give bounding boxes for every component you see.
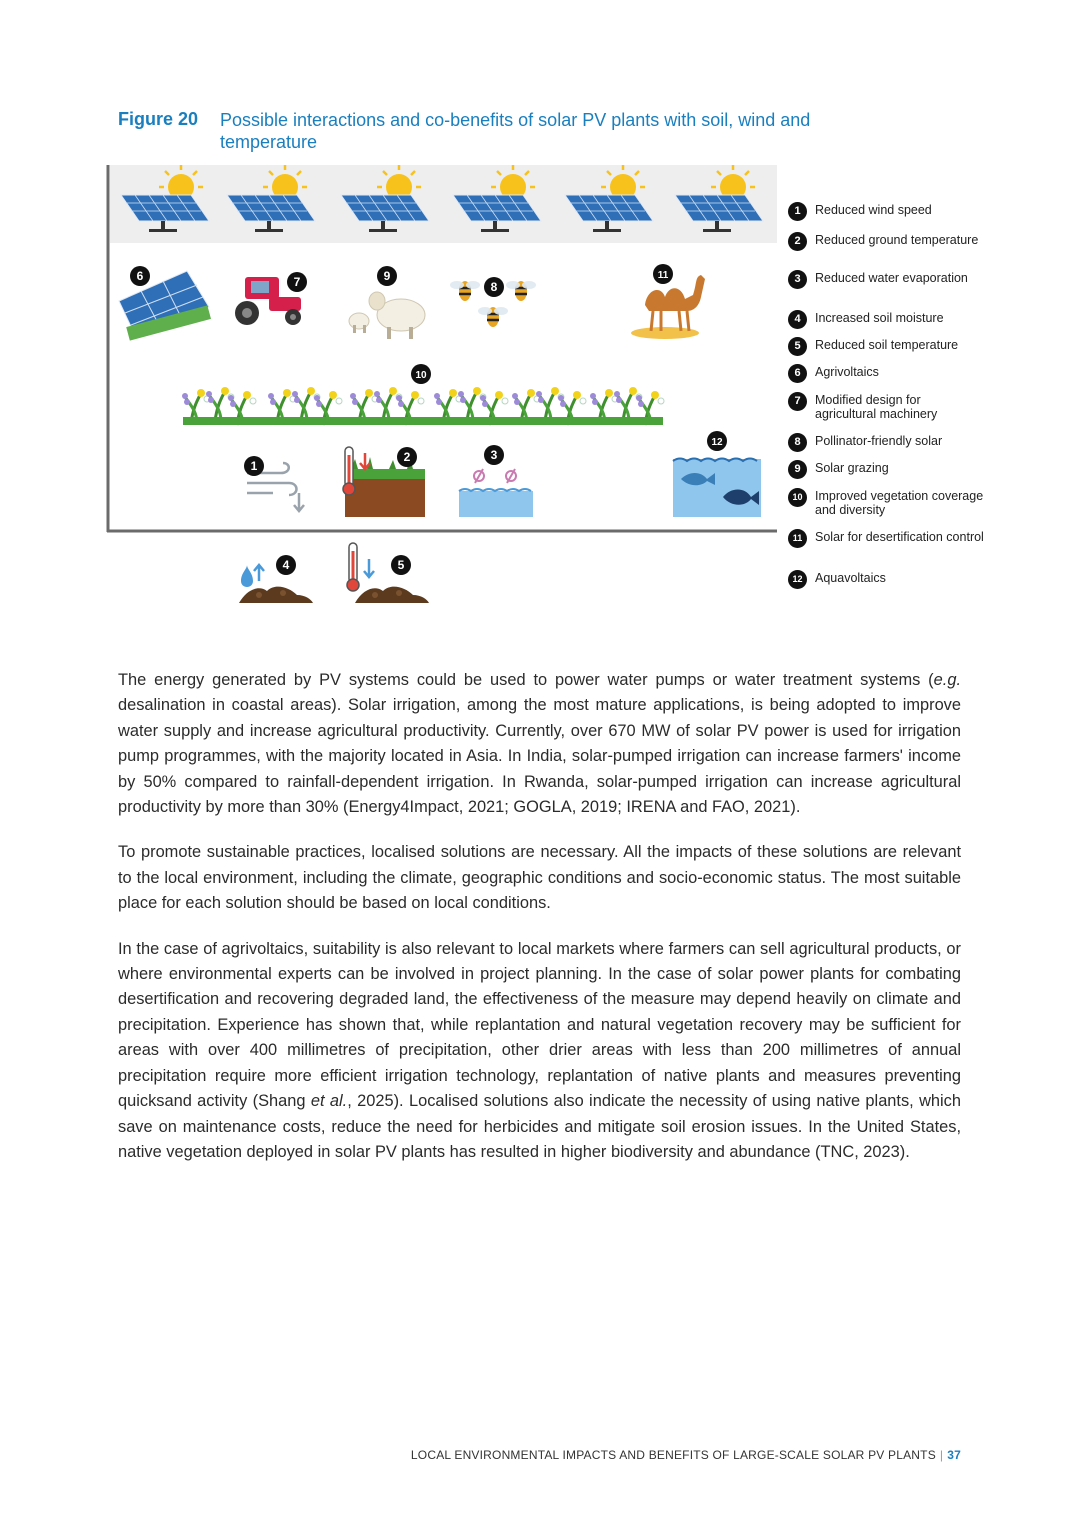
vegetation-row (182, 387, 664, 425)
legend-number: 11 (788, 529, 807, 548)
marker-6 (130, 266, 150, 286)
legend-text: Pollinator-friendly solar (815, 434, 943, 448)
legend-number: 3 (788, 270, 807, 289)
legend-number: 9 (788, 460, 807, 479)
running-title: LOCAL ENVIRONMENTAL IMPACTS AND BENEFITS OF LARGE-SCALE SOLAR PV PLANTS (410, 1448, 936, 1462)
legend-number: 12 (788, 570, 807, 589)
legend-number: 5 (788, 337, 807, 356)
sky-band (110, 165, 777, 243)
svg-text:2: 2 (403, 450, 411, 464)
sheep-icon (349, 292, 425, 339)
legend-number: 8 (788, 433, 807, 452)
page-footer (411, 1448, 961, 1462)
footer-separator: | (939, 1448, 944, 1462)
svg-text:1: 1 (250, 459, 258, 473)
svg-text:8: 8 (490, 280, 498, 294)
legend-number: 7 (788, 392, 807, 411)
marker-8 (484, 277, 504, 297)
svg-text:11: 11 (657, 270, 669, 281)
paragraph-1-eg: e.g. (933, 671, 961, 689)
marker-11 (653, 264, 673, 284)
legend-number: 1 (788, 202, 807, 221)
marker-10 (411, 364, 431, 384)
marker-7 (287, 272, 307, 292)
paragraph-1-part-a: The energy generated by PV systems could be used to power water pumps or water treatment systems ( (118, 671, 934, 689)
legend-text: Solar for desertification control (815, 530, 984, 544)
legend-text: Solar grazing (815, 461, 889, 475)
svg-text:4: 4 (282, 558, 290, 572)
body-text (118, 668, 961, 1185)
page-number: 37 (947, 1448, 961, 1462)
paragraph-1-part-b: desalination in coastal areas). Solar irrigation, among the most mature applications, is being adopted to improve water supply and increase agricultural productivity. Currently, over 670 MW of solar PV power is used for irrigation pump programmes, with the majority located in Asia. In India, solar-pumped irrigation can increase farmers' income by 50% compared to rainfall-dependent irrigation. In Rwanda, solar-pumped irrigation can increase agricultural productivity by more than 30% (Energy4Impact, 2021; GOGLA, 2019; IRENA and FAO, 2021). (118, 696, 961, 817)
figure-label: Figure 20 (118, 109, 199, 129)
camel-icon (631, 275, 705, 339)
paragraph-3-part-b: , 2025). Localised solutions also indicate the necessity of using native plants, which save on maintenance costs, reduce the need for herbicides and mitigate soil erosion issues. In the United States, native vegetation deployed in solar PV plants has resulted in higher biodiversity and abundance (TNC, 2023). (118, 1092, 961, 1161)
marker-12 (707, 431, 727, 451)
aquavoltaics-icon (673, 459, 761, 518)
water-evaporation-icon (459, 469, 533, 517)
legend-number: 4 (788, 310, 807, 329)
svg-text:6: 6 (136, 269, 144, 283)
svg-text:12: 12 (711, 437, 723, 448)
legend-text: Reduced soil temperature (815, 338, 959, 352)
marker-4 (276, 555, 296, 575)
legend-text: Modified design for agricultural machinery (815, 393, 938, 421)
paragraph-2: To promote sustainable practices, localised solutions are necessary. All the impacts of these solutions are relevant to the local environment, including the climate, geographic conditions and socio-economic status. The most suitable place for each solution should be based on local conditions. (118, 843, 961, 913)
paragraph-1 (118, 668, 961, 820)
soil-temperature-icon (347, 543, 429, 603)
svg-text:10: 10 (415, 370, 427, 381)
figure-illustration (105, 165, 777, 625)
paragraph-3 (118, 937, 961, 1166)
paragraph-3-part-a: In the case of agrivoltaics, suitability is also relevant to local markets where farmers can sell agricultural products, or where environmental experts can be involved in project planning. In the case of solar power plants for combating desertification and recovering degraded land, the effectiveness of the measure may depend heavily on climate and precipitation. Experience has shown that, while replantation and natural vegetation recovery may be sufficient for areas with over 400 millimetres of precipitation, other drier areas with less than 200 millimetres of annual precipitation require more efficient irrigation technology, replantation of native plants and measures preventing quicksand activity (Shang (118, 939, 961, 1111)
svg-text:5: 5 (397, 558, 405, 572)
legend-text: Increased soil moisture (815, 311, 944, 325)
legend-number: 6 (788, 364, 807, 383)
svg-text:7: 7 (293, 275, 301, 289)
legend-text: Aquavoltaics (815, 571, 886, 585)
legend-text: Reduced water evaporation (815, 271, 968, 285)
legend-text: Reduced ground temperature (815, 233, 979, 247)
legend-text: Improved vegetation coverage and diversity (815, 489, 984, 517)
paragraph-3-etal: et al. (310, 1092, 348, 1111)
soil-moisture-icon (239, 565, 313, 603)
svg-text:3: 3 (490, 448, 498, 462)
legend-number: 10 (788, 488, 807, 507)
marker-2 (397, 447, 417, 467)
marker-1 (244, 456, 264, 476)
marker-5 (391, 555, 411, 575)
legend-text: Agrivoltaics (815, 365, 879, 379)
legend-number: 2 (788, 232, 807, 251)
marker-3 (484, 445, 504, 465)
svg-text:9: 9 (383, 269, 391, 283)
figure-title: Possible interactions and co-benefits of solar PV plants with soil, wind and temperature (220, 110, 811, 152)
legend-text: Reduced wind speed (815, 203, 932, 217)
marker-9 (377, 266, 397, 286)
